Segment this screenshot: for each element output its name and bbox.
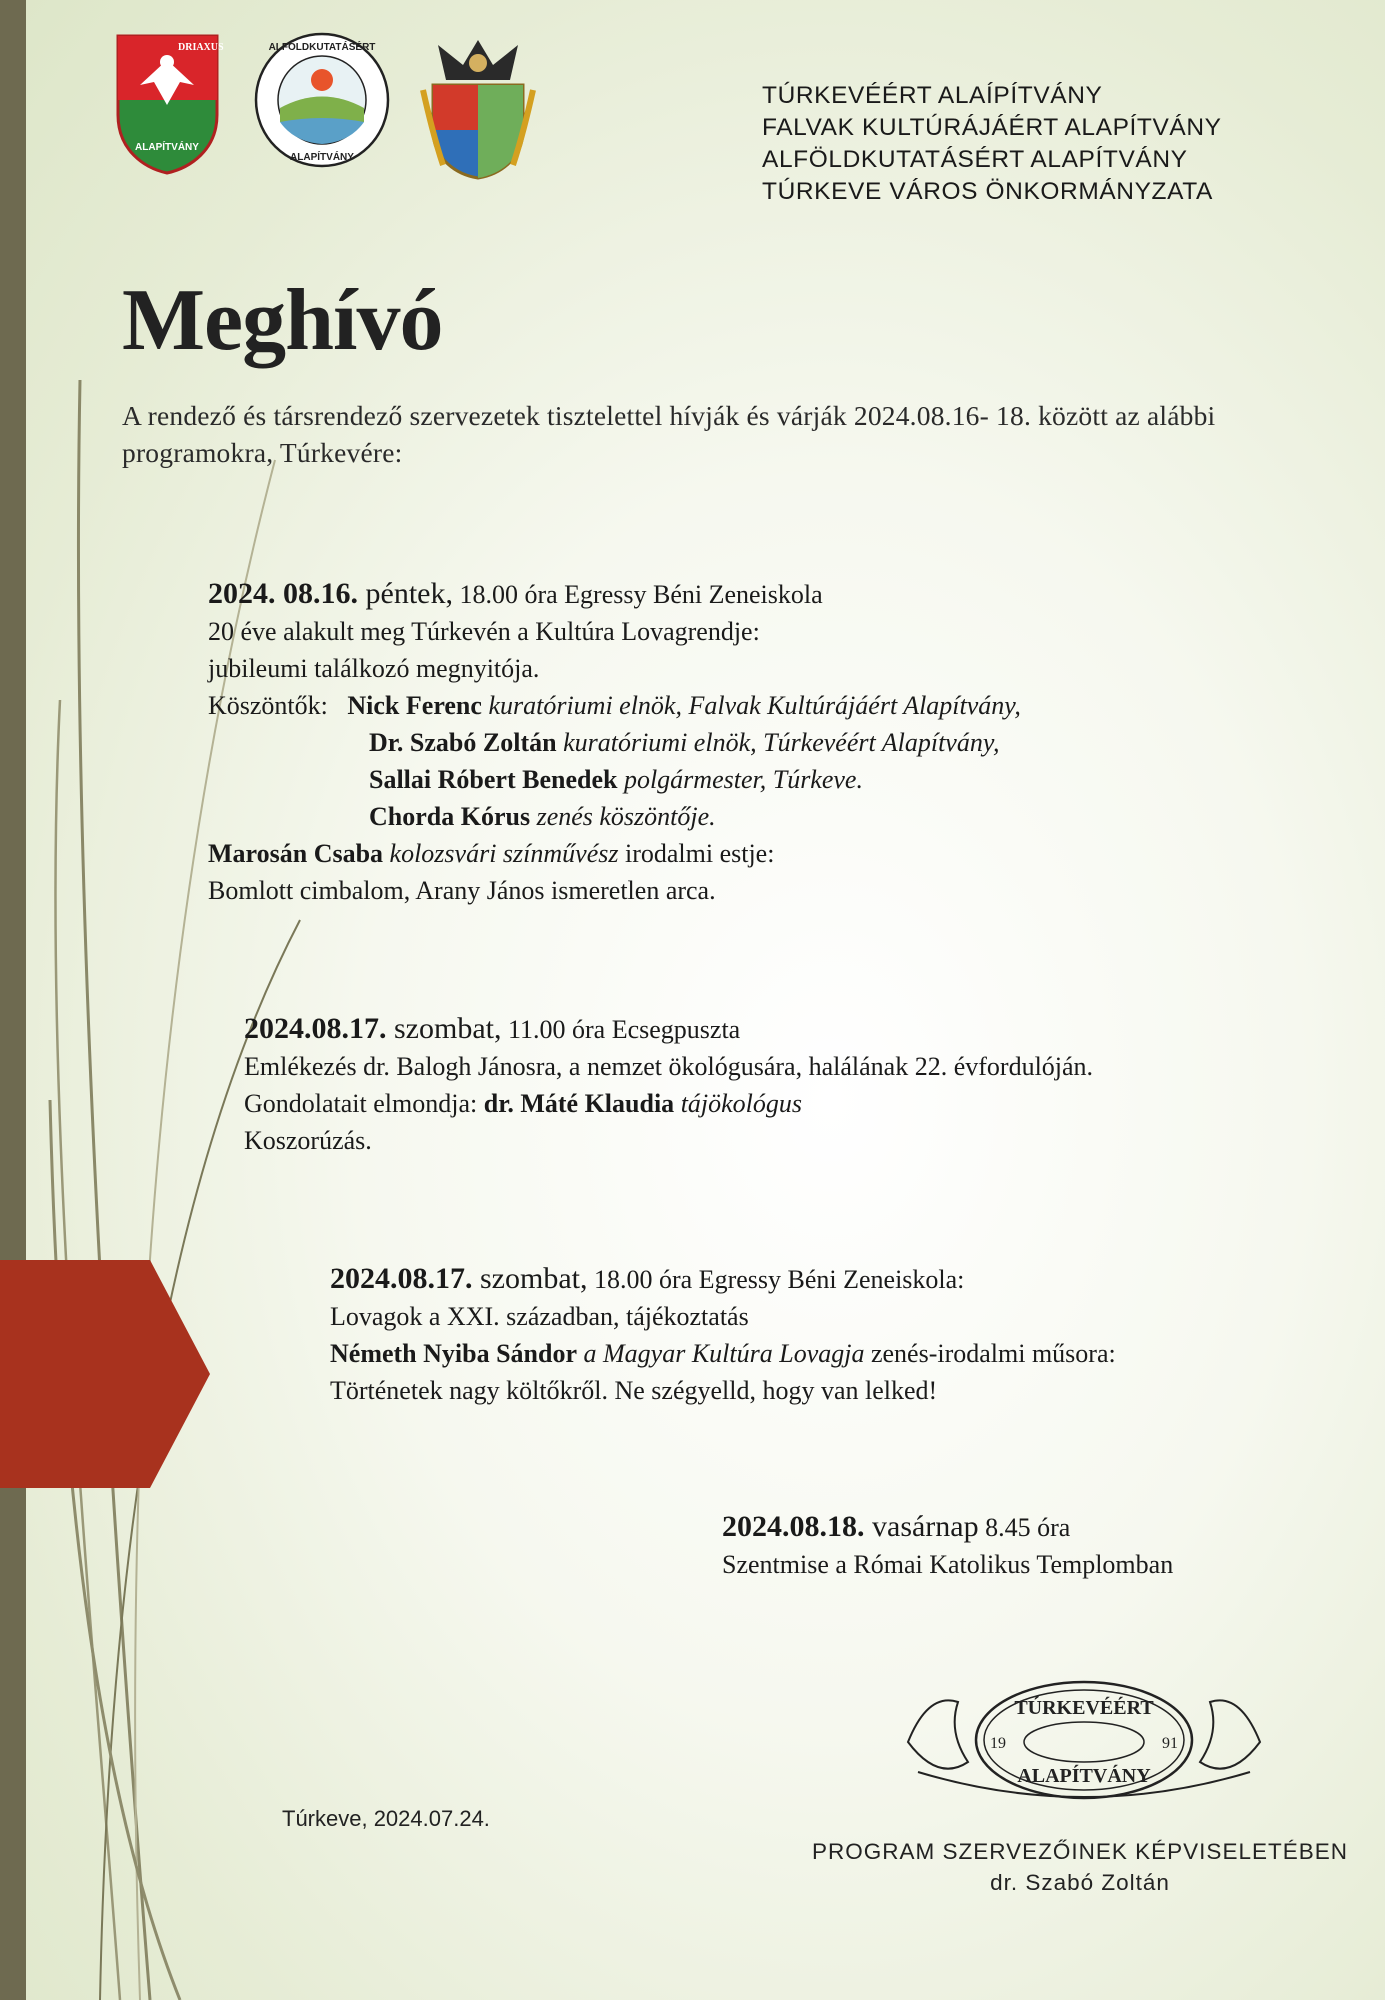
performer-name: Marosán Csaba xyxy=(208,839,384,868)
red-arrow-shape xyxy=(0,1260,210,1488)
svg-text:ALAPÍTVÁNY: ALAPÍTVÁNY xyxy=(290,152,354,163)
event-date: 2024.08.17. xyxy=(244,1012,387,1045)
event-block-4 xyxy=(722,1508,1173,1583)
place-and-date: Túrkeve, 2024.07.24. xyxy=(282,1806,490,1831)
event-line: Szentmise a Római Katolikus Templomban xyxy=(722,1550,1174,1579)
event-block-1 xyxy=(208,575,1021,909)
event-line: Bomlott cimbalom, Arany János ismeretlen arca. xyxy=(208,876,716,905)
event-line: Lovagok a XXI. században, tájékoztatás xyxy=(330,1302,749,1331)
greeter-role: polgármester, Túrkeve. xyxy=(617,765,863,794)
event-heading xyxy=(722,1508,1173,1546)
coat-of-arms-icon xyxy=(418,35,538,180)
event-day: vasárnap xyxy=(864,1510,979,1543)
event-line: Történetek nagy költőkről. Ne szégyelld, hogy van lelked! xyxy=(330,1376,938,1405)
event-day: szombat, xyxy=(472,1262,588,1295)
left-decorative-bar xyxy=(0,0,26,2000)
performer-role: kolozsvári színművész xyxy=(383,839,619,868)
alfoldkutatasert-logo xyxy=(250,30,395,170)
event-block-2 xyxy=(244,1010,1093,1159)
greeter-role: kuratóriumi elnök, Túrkevéért Alapítvány, xyxy=(556,728,1000,757)
organizer-line: FALVAK KULTÚRÁJÁÉRT ALAPÍTVÁNY xyxy=(762,114,1222,141)
organizer-line: ALFÖLDKUTATÁSÉRT ALAPÍTVÁNY xyxy=(762,146,1188,173)
event-line: jubileumi találkozó megnyitója. xyxy=(208,654,540,683)
page-title: Meghívó xyxy=(122,272,443,369)
event-time-place: 18.00 óra Egressy Béni Zeneiskola xyxy=(452,580,823,609)
organizer-line: TÚRKEVE VÁROS ÖNKORMÁNYZATA xyxy=(762,178,1213,205)
greeter-name: Chorda Kórus xyxy=(369,802,531,831)
greeter-role: kuratóriumi elnök, Falvak Kultúrájáért Alapítvány, xyxy=(481,691,1021,720)
signature-line: PROGRAM SZERVEZŐINEK KÉPVISELETÉBEN xyxy=(812,1839,1348,1864)
event-date: 2024.08.17. xyxy=(330,1262,473,1295)
event-heading xyxy=(208,575,1021,613)
event-time-place: 8.45 óra xyxy=(978,1513,1071,1542)
svg-text:DRIAXUS: DRIAXUS xyxy=(178,42,224,53)
speaker-role: tájökológus xyxy=(674,1089,803,1118)
event-heading xyxy=(244,1010,1093,1048)
svg-text:19: 19 xyxy=(990,1735,1006,1752)
greeter-row xyxy=(208,761,1021,798)
greet-label: Köszöntők: xyxy=(208,691,328,720)
performer-rest: zenés-irodalmi műsora: xyxy=(864,1339,1116,1368)
greeter-name: Dr. Szabó Zoltán xyxy=(369,728,557,757)
event-line: Koszorúzás. xyxy=(244,1126,372,1155)
event-heading xyxy=(330,1260,1116,1298)
svg-text:ALFÖLDKUTATÁSÉRT: ALFÖLDKUTATÁSÉRT xyxy=(268,42,376,53)
svg-text:ALAPÍTVÁNY: ALAPÍTVÁNY xyxy=(135,142,199,153)
event-date: 2024.08.18. xyxy=(722,1510,865,1543)
performer-rest: irodalmi estje: xyxy=(618,839,775,868)
turkeveert-seal xyxy=(888,1672,1280,1812)
svg-text:TÚRKEVÉÉRT: TÚRKEVÉÉRT xyxy=(1014,1697,1154,1719)
event-time-place: 11.00 óra Ecsegpuszta xyxy=(501,1015,741,1044)
speaker-row xyxy=(244,1085,1093,1122)
performer-row xyxy=(208,835,1021,872)
greeter-role: zenés köszöntője. xyxy=(530,802,716,831)
performer-name: Németh Nyiba Sándor xyxy=(330,1339,578,1368)
performer-role: a Magyar Kultúra Lovagja xyxy=(577,1339,865,1368)
organizers-list xyxy=(762,80,1222,208)
event-date: 2024. 08.16. xyxy=(208,577,358,610)
greeter-row xyxy=(208,724,1021,761)
speaker-prefix: Gondolatait elmondja: xyxy=(244,1089,484,1118)
svg-text:91: 91 xyxy=(1162,1735,1178,1752)
organizer-line: TÚRKEVÉÉRT ALAÍPÍTVÁNY xyxy=(762,82,1103,109)
greeter-row xyxy=(208,798,1021,835)
event-line: Emlékezés dr. Balogh Jánosra, a nemzet ökológusára, halálának 22. évfordulóján. xyxy=(244,1052,1094,1081)
event-day: péntek, xyxy=(358,577,453,610)
greeter-name: Sallai Róbert Benedek xyxy=(369,765,618,794)
driaxus-logo xyxy=(110,30,225,175)
intro-text: A rendező és társrendező szervezetek tisztelettel hívják és várják 2024.08.16- 18. között az alábbi programokra, Túrkevére: xyxy=(122,400,1216,468)
event-line: 20 éve alakult meg Túrkevén a Kultúra Lovagrendje: xyxy=(208,617,760,646)
signature-block xyxy=(800,1836,1360,1898)
performer-row xyxy=(330,1335,1116,1372)
event-time-place: 18.00 óra Egressy Béni Zeneiskola: xyxy=(587,1265,965,1294)
greeter-name: Nick Ferenc xyxy=(347,691,482,720)
speaker-name: dr. Máté Klaudia xyxy=(483,1089,675,1118)
event-block-3 xyxy=(330,1260,1116,1409)
greeter-row xyxy=(208,687,1021,724)
signature-name: dr. Szabó Zoltán xyxy=(990,1870,1170,1895)
svg-text:ALAPÍTVÁNY: ALAPÍTVÁNY xyxy=(1017,1765,1151,1787)
event-day: szombat, xyxy=(386,1012,502,1045)
